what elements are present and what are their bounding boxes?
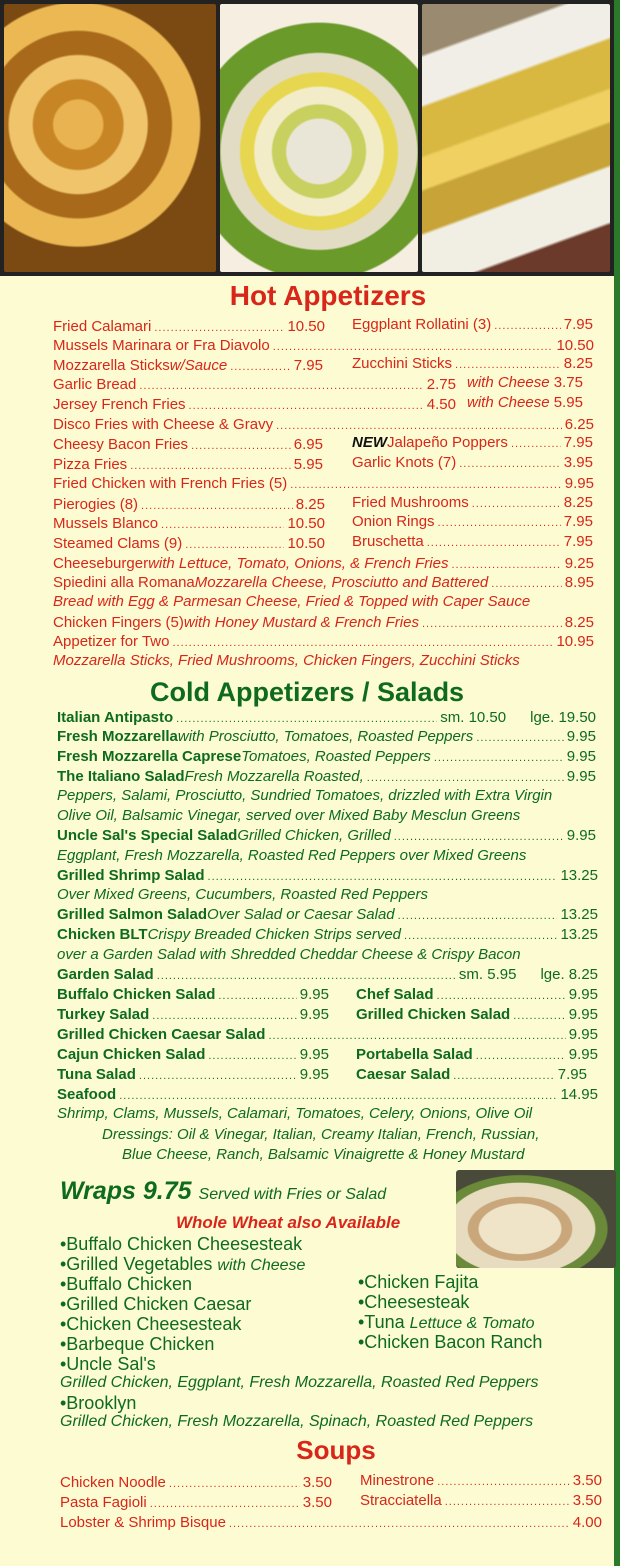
menu-item: Grilled Chicken Caesar Salad ..... 9.95 — [57, 1026, 598, 1043]
menu-item: Onion Rings ..... 7.95 — [352, 513, 593, 530]
menu-item: Mussels Marinara or Fra Diavolo ..... 10.50 — [53, 337, 594, 354]
menu-item-extra: with Cheese 3.75 — [467, 374, 583, 391]
menu-item: Garlic Knots (7) ..... 3.95 — [352, 454, 593, 471]
menu-item: Chicken Fingers (5) with Honey Mustard & French Fries ..... 8.25 — [53, 614, 594, 631]
menu-item: Bruschetta ..... 7.95 — [352, 533, 593, 550]
wrap-item: •Barbeque Chicken — [60, 1334, 215, 1354]
item-description: Over Mixed Greens, Cucumbers, Roasted Red Peppers — [57, 886, 428, 903]
wraps-subtitle: Served with Fries or Salad — [198, 1186, 387, 1203]
photo-strip — [0, 0, 614, 276]
wrap-item: •Buffalo Chicken — [60, 1274, 193, 1294]
menu-item: Fresh Mozzarella Caprese Tomatoes, Roasted Peppers ..... 9.95 — [57, 748, 596, 765]
hot-appetizers-title: Hot Appetizers — [229, 280, 427, 311]
menu-item: Garlic Bread ..... 2.75 — [53, 376, 456, 393]
wrap-item: •Chicken Fajita — [358, 1272, 479, 1292]
dressings-list: Dressings: Oil & Vinegar, Italian, Creamy Italian, French, Russian, — [102, 1126, 540, 1143]
item-description: Olive Oil, Balsamic Vinegar, served over Mixed Baby Mesclun Greens — [57, 807, 521, 824]
menu-item: Disco Fries with Cheese & Gravy ..... 6.25 — [53, 416, 594, 433]
menu-item: Turkey Salad ..... 9.95 — [57, 1006, 329, 1023]
menu-item: Uncle Sal's Special Salad Grilled Chicken, Grilled ..... 9.95 — [57, 827, 596, 844]
fried-calamari-photo — [4, 4, 216, 272]
cold-appetizers-title: Cold Appetizers / Salads — [150, 677, 465, 707]
menu-item: Grilled Chicken Salad ..... 9.95 — [356, 1006, 598, 1023]
wrap-item: •Buffalo Chicken Cheesesteak — [60, 1234, 303, 1254]
menu-item: Caesar Salad ..... 7.95 — [356, 1066, 587, 1083]
menu-item: Stracciatella ..... 3.50 — [360, 1492, 602, 1509]
menu-item: Pizza Fries ..... 5.95 — [53, 456, 323, 473]
chicken-salad-photo — [220, 4, 418, 272]
wrap-item: •Cheesesteak — [358, 1292, 470, 1312]
menu-item: Garden Salad ..... sm. 5.95 lge. 8.25 — [57, 966, 598, 983]
menu-item: Mozzarella Sticks w/Sauce ..... 7.95 — [53, 357, 323, 374]
menu-item: Grilled Shrimp Salad ..... 13.25 — [57, 867, 598, 884]
wrap-item: •Uncle Sal's — [60, 1354, 156, 1374]
menu-item: Cajun Chicken Salad ..... 9.95 — [57, 1046, 329, 1063]
item-description: Shrimp, Clams, Mussels, Calamari, Tomatoes, Celery, Onions, Olive Oil — [57, 1105, 533, 1122]
menu-item: Italian Antipasto ..... sm. 10.50 lge. 19.50 — [57, 709, 596, 726]
menu-item: Cheesy Bacon Fries ..... 6.95 — [53, 436, 323, 453]
menu-item: Seafood ..... 14.95 — [57, 1086, 598, 1103]
menu-item: Eggplant Rollatini (3) ..... 7.95 — [352, 316, 593, 333]
wrap-item: •Chicken Bacon Ranch — [358, 1332, 543, 1352]
menu-item: Buffalo Chicken Salad ..... 9.95 — [57, 986, 329, 1003]
menu-item: Grilled Salmon Salad Over Salad or Caesar Salad ..... 13.25 — [57, 906, 598, 923]
right-edge-bar — [614, 0, 620, 1566]
menu-item: Mussels Blanco ..... 10.50 — [53, 515, 325, 532]
menu-item: Chef Salad ..... 9.95 — [356, 986, 598, 1003]
garlic-bread-photo — [422, 4, 610, 272]
item-description: Bread with Egg & Parmesan Cheese, Fried & Topped with Caper Sauce — [53, 593, 531, 610]
item-description: Mozzarella Sticks, Fried Mushrooms, Chicken Fingers, Zucchini Sticks — [53, 652, 520, 669]
wraps-title: Wraps 9.75 Served with Fries or Salad — [60, 1177, 387, 1205]
wrap-item: •Tuna Lettuce & Tomato — [358, 1312, 535, 1332]
item-description: Eggplant, Fresh Mozzarella, Roasted Red Peppers over Mixed Greens — [57, 847, 527, 864]
menu-item: Chicken BLT Crispy Breaded Chicken Strips served ..... 13.25 — [57, 926, 598, 943]
wrap-description: Grilled Chicken, Eggplant, Fresh Mozzarella, Roasted Red Peppers — [60, 1374, 539, 1391]
menu-item: Zucchini Sticks ..... 8.25 — [352, 355, 593, 372]
menu-item: Fried Chicken with French Fries (5) ..... 9.95 — [53, 475, 594, 492]
menu-item: Minestrone ..... 3.50 — [360, 1472, 602, 1489]
menu-item: Fried Mushrooms ..... 8.25 — [352, 494, 593, 511]
menu-item: Fresh Mozzarella with Prosciutto, Tomatoes, Roasted Peppers ..... 9.95 — [57, 728, 596, 745]
wrap-item: •Brooklyn — [60, 1393, 137, 1413]
menu-item: Appetizer for Two ..... 10.95 — [53, 633, 594, 650]
wrap-item: •Grilled Chicken Caesar — [60, 1294, 252, 1314]
dressings-list: Blue Cheese, Ranch, Balsamic Vinaigrette & Honey Mustard — [122, 1146, 525, 1163]
menu-item: Lobster & Shrimp Bisque ..... 4.00 — [60, 1514, 602, 1531]
menu-item: Chicken Noodle ..... 3.50 — [60, 1474, 332, 1491]
menu-item: Tuna Salad ..... 9.95 — [57, 1066, 329, 1083]
soups-title: Soups — [296, 1435, 376, 1465]
wrap-item: •Chicken Cheesesteak — [60, 1314, 242, 1334]
menu-item: Jersey French Fries ..... 4.50 — [53, 396, 456, 413]
menu-item: Cheeseburger with Lettuce, Tomato, Onions, & French Fries ..... 9.25 — [53, 555, 594, 572]
menu-item: NEW Jalapeño Poppers ..... 7.95 — [352, 434, 593, 451]
menu-item: Fried Calamari ..... 10.50 — [53, 318, 325, 335]
menu-item: Spiedini alla Romana Mozzarella Cheese, Prosciutto and Battered ..... 8.95 — [53, 574, 594, 591]
item-description: Peppers, Salami, Prosciutto, Sundried Tomatoes, drizzled with Extra Virgin — [57, 787, 553, 804]
menu-item: Portabella Salad ..... 9.95 — [356, 1046, 598, 1063]
wrap-description: Grilled Chicken, Fresh Mozzarella, Spinach, Roasted Red Peppers — [60, 1413, 534, 1430]
menu-item: Steamed Clams (9) ..... 10.50 — [53, 535, 325, 552]
wrap-item: •Grilled Vegetables with Cheese — [60, 1254, 306, 1274]
menu-item-extra: with Cheese 5.95 — [467, 394, 583, 411]
wrap-photo — [456, 1170, 616, 1268]
menu-item: Pasta Fagioli ..... 3.50 — [60, 1494, 332, 1511]
menu-item: Pierogies (8) ..... 8.25 — [53, 496, 325, 513]
item-description: over a Garden Salad with Shredded Cheddar Cheese & Crispy Bacon — [57, 946, 521, 963]
menu-item: The Italiano Salad Fresh Mozzarella Roasted, ..... 9.95 — [57, 768, 596, 785]
wraps-note: Whole Wheat also Available — [176, 1213, 401, 1232]
